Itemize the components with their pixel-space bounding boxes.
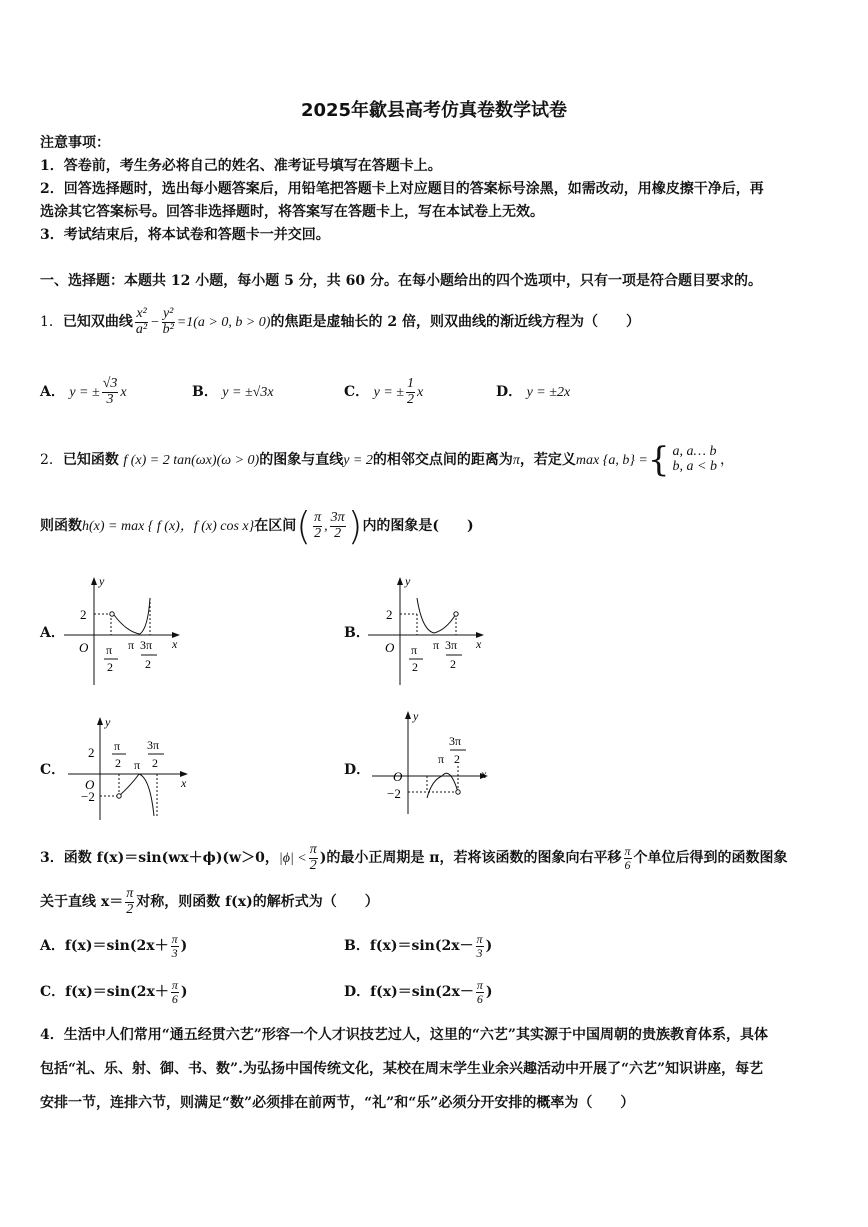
x-axis-label: x bbox=[481, 767, 487, 781]
q1-pre: 已知双曲线 bbox=[62, 314, 133, 330]
q3-option-a[interactable]: A．f(x)＝sin(2x＋ $\frac{\pi}{3}$ ) bbox=[40, 931, 188, 960]
notice-heading: 注意事项： bbox=[40, 135, 110, 151]
q2-graph-d[interactable] bbox=[370, 706, 500, 818]
tick-3pi: 3π bbox=[445, 638, 458, 652]
origin-label: O bbox=[79, 640, 89, 655]
notice-item-1: 1．答卷前，考生务必将自己的姓名、准考证号填写在答题卡上。 bbox=[40, 158, 442, 174]
y-axis-label: y bbox=[99, 574, 105, 588]
tick-den: 2 bbox=[454, 752, 460, 766]
q2-graph-c[interactable] bbox=[66, 712, 196, 824]
q1-option-a[interactable]: A． y = ± $\frac{√3}{3}$ x bbox=[40, 375, 127, 407]
q2-option-d-label[interactable]: D． bbox=[344, 762, 371, 778]
tick-2: 2 bbox=[80, 607, 87, 622]
tick-3pi: 3π bbox=[140, 638, 153, 652]
q3-option-c[interactable]: C．f(x)＝sin(2x＋ $\frac{\pi}{6}$ ) bbox=[40, 977, 188, 1006]
question-4-line3: 安排一节，连排六节，则满足“数”必须排在前两节，“礼”和“乐”必须分开安排的概率为（ ） bbox=[40, 1095, 635, 1111]
question-1-stem: 1．已知双曲线 $\frac{\text{x²}}{\text{a²}}$ − $\frac{\text{y²}}{\text{b²}}$ =1(a > 0, b > 0)的焦距是虚轴长的 2 倍，则双曲线的渐近线方程为（ ） bbox=[40, 305, 640, 337]
q1-frac-y: $\frac{\text{y²}}{\text{b²}}$ bbox=[162, 305, 174, 337]
tick-den: 2 bbox=[107, 660, 113, 674]
tick-den: 2 bbox=[115, 756, 121, 770]
q1-option-b[interactable]: B． y = ±√3x bbox=[192, 384, 274, 400]
origin-label: O bbox=[393, 769, 403, 784]
x-axis-label: x bbox=[181, 776, 187, 790]
tick-2: 2 bbox=[88, 745, 95, 760]
q1-option-c[interactable]: C． y = ± $\frac{1}{2}$ x bbox=[344, 375, 424, 407]
tick-pi: π bbox=[106, 643, 113, 657]
tick-pi: π bbox=[411, 643, 418, 657]
notice-item-2: 2．回答选择题时，选出每小题答案后，用铅笔把答题卡上对应题目的答案标号涂黑，如需改动，用橡皮擦干净后，再 bbox=[40, 181, 764, 197]
question-3-stem: 3．函数 f(x)＝sin(wx＋ϕ)(w＞0，|ϕ| < $\frac{\pi}{2}$ )的最小正周期是 π，若将该函数的图象向右平移 $\frac{\pi}{6}$ 个单位后得到的函数图象 bbox=[40, 841, 788, 873]
q1-frac-x: $\frac{\text{x²}}{\text{a²}}$ bbox=[135, 305, 148, 337]
tick-3pi: 3π bbox=[147, 738, 160, 752]
q2-graph-a[interactable] bbox=[62, 570, 192, 688]
question-3-line2: 关于直线 x＝ $\frac{\pi}{2}$ 对称，则函数 f(x)的解析式为（ ） bbox=[40, 885, 379, 917]
tick-den-2: 2 bbox=[450, 657, 456, 671]
q1-eq: =1 bbox=[176, 315, 194, 330]
tick-neg2: −2 bbox=[81, 789, 95, 804]
notice-item-2-cont: 选涂其它答案标号。回答非选择题时，将答案写在答题卡上，写在本试卷上无效。 bbox=[40, 204, 544, 220]
q2-graph-b[interactable] bbox=[366, 570, 496, 688]
tick-3pi: 3π bbox=[449, 734, 462, 748]
section-heading: 一、选择题：本题共 12 小题，每小题 5 分，共 60 分。在每小题给出的四个选项中，只有一项是符合题目要求的。 bbox=[40, 273, 762, 289]
tick-den-2: 2 bbox=[152, 756, 158, 770]
y-axis-label: y bbox=[105, 715, 111, 729]
q2-option-c-label[interactable]: C． bbox=[40, 762, 66, 778]
tick-pi: π bbox=[114, 739, 121, 753]
tick-2: 2 bbox=[386, 607, 393, 622]
origin-label: O bbox=[385, 640, 395, 655]
tick-pi: π bbox=[438, 752, 445, 766]
tick-pi-mid: π bbox=[128, 638, 135, 652]
question-4-line1: 4．生活中人们常用“通五经贯六艺”形容一个人才识技艺过人，这里的“六艺”其实源于中国周朝的贵族教育体系，具体 bbox=[40, 1027, 768, 1043]
tick-pi-mid: π bbox=[134, 758, 141, 772]
q3-option-d[interactable]: D．f(x)＝sin(2x－ $\frac{\pi}{6}$ ) bbox=[344, 977, 493, 1006]
origin-label: O bbox=[85, 777, 95, 792]
question-2-stem: 2．已知函数 f (x) = 2 tan(ωx)(ω > 0)的图象与直线y = 2的相邻交点间的距离为π，若定义max {a, b} ={ a, a… b b, a < b ， bbox=[40, 440, 734, 480]
notice-item-3: 3．考试结束后，将本试卷和答题卡一并交回。 bbox=[40, 227, 330, 243]
tick-den-2: 2 bbox=[145, 657, 151, 671]
q1-option-d[interactable]: D． y = ±2x bbox=[496, 384, 571, 400]
y-axis-label: y bbox=[405, 574, 411, 588]
tick-neg2: −2 bbox=[387, 786, 401, 801]
tick-pi-mid: π bbox=[433, 638, 440, 652]
page-title: 2025年歙县高考仿真卷数学试卷 bbox=[300, 100, 568, 121]
q1-cond: (a > 0, b > 0) bbox=[193, 315, 271, 330]
q1-number: 1． bbox=[40, 314, 63, 330]
question-4-line2: 包括“礼、乐、射、御、书、数”.为弘扬中国传统文化，某校在周末学生业余兴趣活动中开展了“六艺”知识讲座，每艺 bbox=[40, 1061, 764, 1077]
x-axis-label: x bbox=[476, 637, 482, 651]
q2-option-a-label[interactable]: A． bbox=[40, 625, 65, 641]
tick-den: 2 bbox=[412, 660, 418, 674]
y-axis-label: y bbox=[413, 709, 419, 723]
question-2-line2: 则函数h(x) = max { f (x)，f (x) cos x}在区间( $\frac{\pi}{2}$ , $\frac{3\pi}{2}$ )内的图象是( ) bbox=[40, 504, 474, 548]
x-axis-label: x bbox=[172, 637, 178, 651]
q1-post: 的焦距是虚轴长的 2 倍，则双曲线的渐近线方程为（ ） bbox=[270, 314, 640, 330]
q3-option-b[interactable]: B．f(x)＝sin(2x－ $\frac{\pi}{3}$ ) bbox=[344, 931, 493, 960]
q2-option-b-label[interactable]: B． bbox=[344, 625, 370, 641]
